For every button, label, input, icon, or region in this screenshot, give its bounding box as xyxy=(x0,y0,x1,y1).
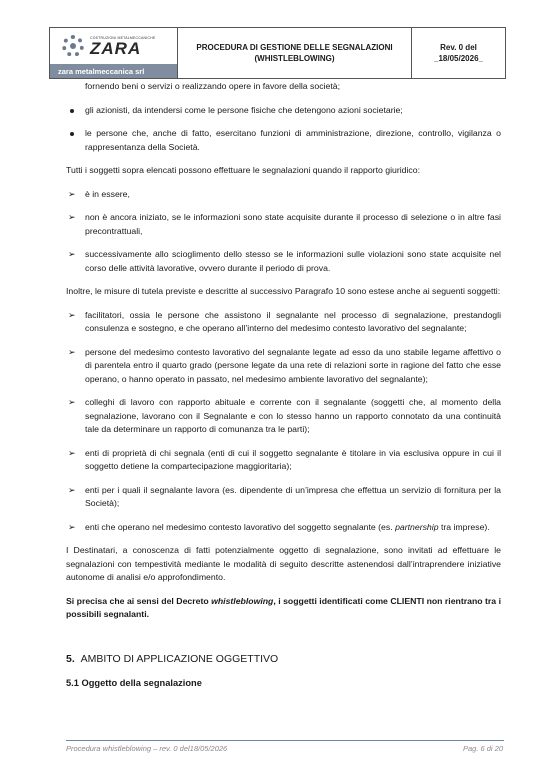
arrowhead-right-icon: ➢ xyxy=(68,346,76,357)
title-line-2: (WHISTLEBLOWING) xyxy=(254,54,335,63)
revision-date: _18/05/2026_ xyxy=(434,54,483,63)
section-number: 5. xyxy=(66,652,75,665)
arrow-item-text-start: enti che operano nel medesimo contesto lavorativo del soggetto segnalante (es. xyxy=(85,521,396,532)
title-line-1: PROCEDURA DI GESTIONE DELLE SEGNALAZIONI xyxy=(196,43,393,52)
bullet-icon xyxy=(70,109,74,113)
arrow-item-text: successivamente allo scioglimento dello stesso se le informazioni sulle violazioni sono state acquisite nel corso delle attività lavorative, ovvero durante il periodo di prova. xyxy=(85,249,501,273)
paragraph: I Destinatari, a conoscenza di fatti potenzialmente oggetto di segnalazione, sono invitati ad effettuare le segnalazioni con tempestività mediante le modalità di seguito descritte astenendosi dall’intraprendere iniziative autonome di analisi e/o approfondimento. xyxy=(66,545,501,582)
arrow-item xyxy=(66,346,501,387)
arrow-item xyxy=(66,396,501,437)
paragraph: Inoltre, le misure di tutela previste e descritte al successivo Paragrafo 10 sono estese anche ai seguenti soggetti: xyxy=(66,286,501,296)
section-heading xyxy=(66,653,501,667)
arrow-item xyxy=(66,211,501,238)
clients-note-end: , i soggetti identificati come CLIENTI non rientrano tra i possibili segnalanti. xyxy=(66,595,501,619)
continuation-text: fornendo beni o servizi o realizzando opere in favore della società; xyxy=(85,81,340,91)
revision-box xyxy=(412,28,505,78)
arrowhead-right-icon: ➢ xyxy=(68,212,76,222)
footer-rule xyxy=(66,740,504,741)
arrowhead-right-icon: ➢ xyxy=(68,249,76,259)
bullet-text: gli azionisti, da intendersi come le persone fisiche che detengono azioni societarie; xyxy=(85,104,403,115)
clients-note xyxy=(66,595,501,622)
arrowhead-right-icon: ➢ xyxy=(68,188,76,199)
document-title xyxy=(178,28,412,78)
arrow-item-text: è in essere, xyxy=(85,188,130,199)
arrow-item-text: enti di proprietà di chi segnala (enti di cui il soggetto segnalante è titolare in via esclusiva oppure in cui il soggetto detiene la compartecipazione maggioritaria); xyxy=(85,447,501,471)
subsection-heading: 5.1 Oggetto della segnalazione xyxy=(66,678,202,688)
paragraph: Tutti i soggetti sopra elencati possono effettuare le segnalazioni quando il rapporto giuridico: xyxy=(66,165,420,175)
arrow-item-text: colleghi di lavoro con rapporto abituale e corrente con il segnalante (soggetti che, al momento della segnalazione, lavorano con il Segnalante e con lo stesso hanno un rapporto connotato da una continuità tale da determinare un rapporto di comunanza tra le parti); xyxy=(85,397,501,434)
arrowhead-right-icon: ➢ xyxy=(68,484,76,495)
footer-left: Procedura whistleblowing – rev. 0 del18/05/2026 xyxy=(66,744,228,753)
clients-note-emphasis: whistleblowing xyxy=(211,595,274,606)
document-header xyxy=(49,27,506,79)
arrow-item-text: enti per i quali il segnalante lavora (es. dipendente di un’impresa che effettua un servizio di fornitura per la Società); xyxy=(85,484,501,508)
arrow-item-text: non è ancora iniziato, se le informazioni sono state acquisite durante il processo di selezione o in altre fasi precontrattuali, xyxy=(85,212,501,236)
arrow-item-text-end: tra imprese). xyxy=(438,521,490,532)
company-name-bar: zara metalmeccanica srl xyxy=(50,64,177,78)
arrow-item xyxy=(66,309,501,336)
clients-note-start: Si precisa che ai sensi del Decreto xyxy=(66,595,212,606)
arrow-item xyxy=(66,188,501,202)
arrowhead-right-icon: ➢ xyxy=(68,309,76,320)
revision-label: Rev. 0 del xyxy=(440,43,477,52)
arrow-item xyxy=(66,447,501,474)
arrowhead-right-icon: ➢ xyxy=(68,447,76,458)
bullet-icon xyxy=(70,132,74,136)
gear-icon xyxy=(62,35,84,57)
bullet-item xyxy=(66,104,501,118)
logo-tagline: COSTRUZIONI METALMECCANICHE xyxy=(90,35,156,40)
bullet-text: le persone che, anche di fatto, esercitano funzioni di amministrazione, direzione, controllo, vigilanza o rappresentanza della Società. xyxy=(85,128,501,152)
company-logo xyxy=(50,28,178,78)
arrow-item-text: persone del medesimo contesto lavorativo del segnalante legate ad esso da uno stabile legame affettivo o di parentela entro il quarto grado (persone legate da una rete di relazioni sorte in ragione del fatto che esse operano, o hanno operato in passato, nel medesimo ambiente lavorativo del segnalante); xyxy=(85,346,501,384)
arrowhead-right-icon: ➢ xyxy=(68,397,76,407)
arrow-item-text: facilitatori, ossia le persone che assistono il segnalante nel processo di segnalazione, prestandogli consulenza e sostegno, e che operano all’interno del medesimo contesto lavorativo del segnalante; xyxy=(85,309,501,333)
section-title: AMBITO DI APPLICAZIONE OGGETTIVO xyxy=(80,652,279,665)
bullet-item xyxy=(66,127,501,154)
arrow-item xyxy=(66,484,501,511)
page-number: Pag. 6 di 20 xyxy=(462,744,503,753)
arrowhead-right-icon: ➢ xyxy=(68,521,76,532)
logo-name: ZARA xyxy=(90,38,142,58)
arrow-item-emphasis: partnership xyxy=(395,521,439,532)
arrow-item xyxy=(66,248,501,275)
arrow-item xyxy=(66,521,501,535)
document-body xyxy=(66,80,501,691)
